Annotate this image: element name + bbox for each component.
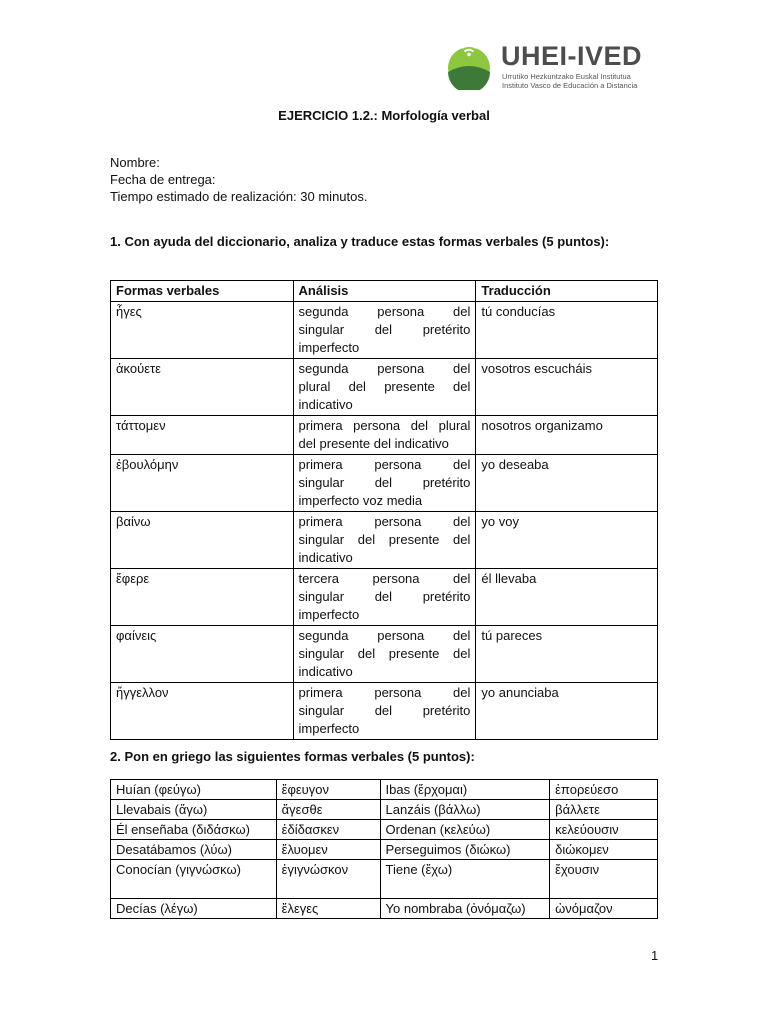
verb-analysis-table [110,280,658,740]
analysis-word: persona [377,304,425,319]
verb-form: φαίνεις [111,626,294,683]
analysis-word: presente [384,379,435,394]
analysis-line [299,588,471,606]
spanish-form: Ibas (ἔρχομαι) [380,780,550,800]
greek-form: ἔφευγον [276,780,380,800]
analysis-word: persona [377,628,425,643]
analysis-word: del [453,685,471,700]
spanish-form: Lanzáis (βάλλω) [380,800,550,820]
analysis-word: del [374,475,393,490]
analysis-word: persona [377,361,425,376]
analysis-line [299,474,471,492]
analysis-word: primera [298,685,343,700]
table-row [111,416,658,455]
analysis-word: del [453,571,471,586]
analysis-word: singular [298,703,345,718]
analysis-line: imperfecto voz media [298,493,423,508]
analysis-line: indicativo [298,550,353,565]
analysis-line [299,531,471,549]
analysis-line [299,627,471,645]
analysis-word: plural [298,379,331,394]
greek-form: ἐπορεύεσο [550,780,658,800]
analysis-word: singular [298,646,345,661]
greek-form: ἐγιγνώσκον [276,860,380,899]
verb-form: τάττομεν [111,416,294,455]
spanish-form: Perseguimos (διώκω) [380,840,550,860]
analysis-line [299,513,471,531]
table-row [111,840,658,860]
greek-form: ἔλυομεν [276,840,380,860]
logo-subtitle-spanish: Instituto Vasco de Educación a Distancia [502,81,638,90]
analysis-line: imperfecto [298,607,360,622]
analysis-word: del [453,361,471,376]
analysis-word: singular [298,322,345,337]
analysis-word: segunda [298,361,349,376]
analysis-line [299,645,471,663]
table-row [111,359,658,416]
spanish-form: Desatábamos (λύω) [111,840,277,860]
table-row [111,626,658,683]
verb-analysis [293,683,476,740]
analysis-line [299,417,471,435]
nombre-label: Nombre: [110,155,160,170]
verb-translation: vosotros escucháis [476,359,658,416]
logo [445,42,665,92]
analysis-word: del [453,514,471,529]
analysis-line [299,360,471,378]
analysis-line [299,303,471,321]
spanish-form: Decías (λέγω) [111,899,277,919]
analysis-line: indicativo [298,664,353,679]
analysis-word: persona [353,418,401,433]
analysis-word: pretérito [422,703,471,718]
document-title: EJERCICIO 1.2.: Morfología verbal [278,108,490,123]
spanish-form: Ordenan (κελεύω) [380,820,550,840]
verb-analysis [293,416,476,455]
verb-translation: tú pareces [476,626,658,683]
table-row [111,800,658,820]
header-analisis: Análisis [293,281,476,302]
spanish-form: Tiene (ἔχω) [380,860,550,899]
page-number: 1 [651,948,659,963]
analysis-word: del [357,646,376,661]
analysis-word: del [374,322,393,337]
logo-title: UHEI-IVED [501,41,643,71]
verb-form: βαίνω [111,512,294,569]
analysis-word: primera [298,418,343,433]
greek-form: ἔλεγες [276,899,380,919]
table-row [111,569,658,626]
verb-translation: nosotros organizamo [476,416,658,455]
verb-form: ἤγγελλον [111,683,294,740]
analysis-line [299,321,471,339]
analysis-word: singular [298,532,345,547]
spanish-form: Yo nombraba (ὀνόμαζω) [380,899,550,919]
analysis-line: del presente del indicativo [298,436,449,451]
table-row [111,899,658,919]
table-row [111,780,658,800]
analysis-line [299,456,471,474]
analysis-word: segunda [298,628,349,643]
analysis-line [299,570,471,588]
logo-mark-icon [445,42,493,90]
analysis-line [299,378,471,396]
greek-form: βάλλετε [550,800,658,820]
analysis-word: del [453,628,471,643]
verb-analysis [293,455,476,512]
analysis-word: presente [388,646,440,661]
analysis-word: del [357,532,376,547]
verb-analysis [293,626,476,683]
analysis-word: pretérito [422,322,471,337]
analysis-line [299,684,471,702]
analysis-word: del [453,532,471,547]
logo-subtitle-basque: Urrutiko Hezkuntzako Euskal Institutua [502,72,631,81]
verb-translation: yo deseaba [476,455,658,512]
question-2: 2. Pon en griego las siguientes formas verbales (5 puntos): [110,749,475,764]
analysis-line: indicativo [298,397,353,412]
greek-translation-table [110,779,658,919]
verb-translation: tú conducías [476,302,658,359]
analysis-word: persona [372,571,420,586]
table-row [111,820,658,840]
analysis-line: imperfecto [298,721,360,736]
analysis-word: primera [298,457,343,472]
analysis-word: plural [438,418,471,433]
analysis-word: singular [298,475,345,490]
table-row [111,860,658,899]
greek-form: ἄγεσθε [276,800,380,820]
analysis-word: tercera [298,571,340,586]
analysis-word: singular [298,589,345,604]
greek-form: ὠνόμαζον [550,899,658,919]
verb-analysis [293,302,476,359]
analysis-word: persona [374,457,422,472]
analysis-word: persona [374,685,422,700]
analysis-word: del [453,304,471,319]
question-1: 1. Con ayuda del diccionario, analiza y traduce estas formas verbales (5 puntos): [110,234,610,249]
fecha-entrega-label: Fecha de entrega: [110,172,216,187]
verb-form: ἔφερε [111,569,294,626]
analysis-word: del [374,703,393,718]
spanish-form: Llevabais (ἄγω) [111,800,277,820]
analysis-word: persona [374,514,422,529]
analysis-word: pretérito [422,475,471,490]
analysis-line: imperfecto [298,340,360,355]
table-header-row [111,281,658,302]
header-formas: Formas verbales [111,281,294,302]
verb-analysis [293,569,476,626]
analysis-word: pretérito [422,589,471,604]
student-info [110,154,367,205]
analysis-word: del [374,589,393,604]
analysis-word: del [453,646,471,661]
table-row [111,455,658,512]
greek-form: κελεύουσιν [550,820,658,840]
spanish-form: Huían (φεύγω) [111,780,277,800]
analysis-word: del [453,379,471,394]
verb-translation: yo anunciaba [476,683,658,740]
analysis-word: presente [388,532,440,547]
verb-form: ἀκούετε [111,359,294,416]
greek-form: ἐδίδασκεν [276,820,380,840]
verb-analysis [293,512,476,569]
spanish-form: Él enseñaba (διδάσκω) [111,820,277,840]
verb-analysis [293,359,476,416]
verb-translation: él llevaba [476,569,658,626]
analysis-line [299,702,471,720]
analysis-word: primera [298,514,343,529]
table-row [111,302,658,359]
analysis-word: del [348,379,366,394]
analysis-word: segunda [298,304,349,319]
table-row [111,683,658,740]
spanish-form: Conocían (γιγνώσκω) [111,860,277,899]
analysis-word: del [453,457,471,472]
tiempo-estimado-label: Tiempo estimado de realización: 30 minutos. [110,189,368,204]
verb-form: ἦγες [111,302,294,359]
analysis-word: del [410,418,429,433]
greek-form: διώκομεν [550,840,658,860]
header-traduccion: Traducción [476,281,658,302]
verb-translation: yo voy [476,512,658,569]
greek-form: ἔχουσιν [550,860,658,899]
table-row [111,512,658,569]
verb-form: ἐβουλόμην [111,455,294,512]
